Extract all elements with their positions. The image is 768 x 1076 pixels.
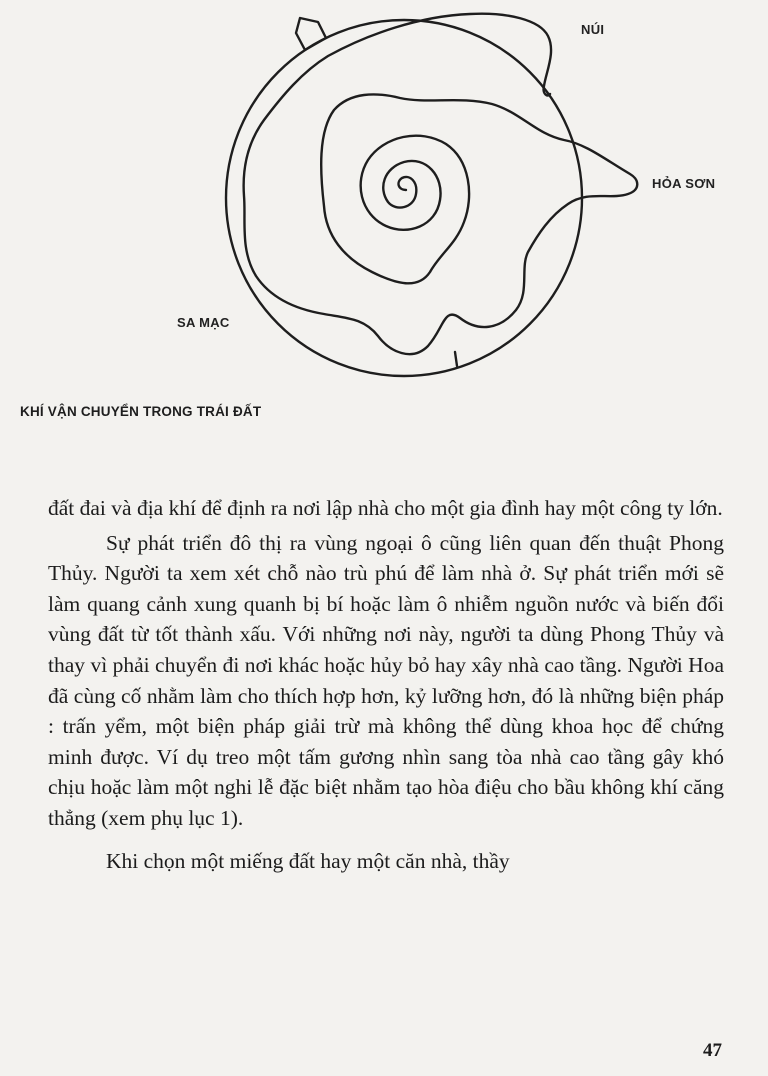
bottom-tick: [455, 352, 457, 366]
mountain-peak: [296, 18, 326, 50]
earth-qi-diagram: [0, 0, 768, 400]
qi-spiral: [244, 14, 638, 354]
paragraph-3: Khi chọn một miếng đất hay một căn nhà, thầy: [106, 848, 510, 873]
label-sa-mac: SA MẠC: [177, 315, 230, 330]
page-number: 47: [703, 1040, 722, 1061]
label-hoa-son: HỎA SƠN: [652, 176, 716, 191]
label-nui: NÚI: [581, 22, 605, 37]
figure-caption: KHÍ VẬN CHUYỂN TRONG TRÁI ĐẤT: [20, 404, 262, 419]
body-text: [48, 493, 724, 876]
paragraph-2: Sự phát triển đô thị ra vùng ngoại ô cũng liên quan đến thuật Phong Thủy. Người ta xem xét chỗ nào trù phú để làm nhà ở. Sự phát triển mới sẽ làm quang cảnh xung quanh bị bí hoặc làm ô nhiễm nguồn nước và biến đổi vùng đất từ tốt thành xấu. Với những nơi này, người ta dùng Phong Thủy và thay vì phải chuyển đi nơi khác hoặc hủy bỏ hay xây nhà cao tầng. Người Hoa đã cùng cố nhằm làm cho thích hợp hơn, kỷ lưỡng hơn, đó là những biện pháp : trấn yểm, một biện pháp giải trừ mà không thể dùng khoa học để chứng minh được. Ví dụ treo một tấm gương nhìn sang tòa nhà cao tầng gây khó chịu hoặc làm một nghi lễ đặc biệt nhằm tạo hòa điệu cho bầu không khí căng thẳng (xem phụ lục 1).: [48, 530, 724, 830]
earth-circle: [226, 20, 582, 376]
paragraph-1: đất đai và địa khí để định ra nơi lập nhà cho một gia đình hay một công ty lớn.: [48, 496, 723, 520]
